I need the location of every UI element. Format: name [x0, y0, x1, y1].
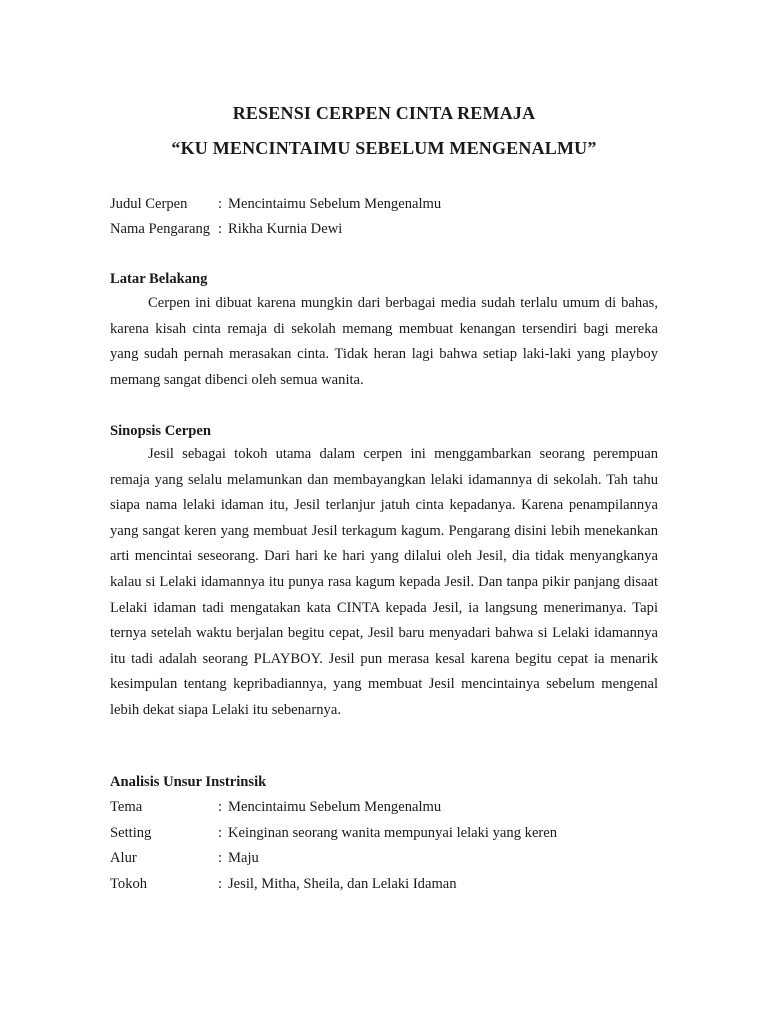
- section-heading-analisis: Analisis Unsur Instrinsik: [110, 774, 267, 790]
- analisis-key: Alur: [110, 850, 137, 866]
- analisis-value: Maju: [228, 850, 259, 866]
- analisis-separator: :: [218, 850, 223, 866]
- info-key: Nama Pengarang: [110, 221, 211, 237]
- analisis-separator: :: [218, 876, 223, 892]
- info-value: Rikha Kurnia Dewi: [228, 221, 343, 237]
- analisis-value: Keinginan seorang wanita mempunyai lelaki yang keren: [228, 825, 558, 841]
- document-subtitle: “KU MENCINTAIMU SEBELUM MENGENALMU”: [171, 138, 597, 158]
- analisis-row-tema: [110, 799, 442, 816]
- analisis-separator: :: [218, 825, 223, 841]
- paragraph-sinopsis: Jesil sebagai tokoh utama dalam cerpen ini menggambarkan seorang perempuan remaja yang selalu melamunkan dan membayangkan lelaki idamannya di sekolah. Tah tahu siapa nama lelaki idaman itu, Jesil terlanjur jatuh cinta kepadanya. Karena penampilannya yang sangat keren yang membuat Jesil terkagum kagum. Pengarang disini lebih menekankan arti mencintai seseorang. Dari hari ke hari yang dilalui oleh Jesil, dia tidak menyangkanya kalau si Lelaki idamannya itu punya rasa kagum kepada Jesil. Dan tanpa pikir panjang disaat Lelaki idaman tadi mengatakan kata CINTA kepada Jesil, ia langsung menerimanya. Tapi ternya setelah waktu berjalan begitu cepat, Jesil baru menyadari bahwa si Lelaki idamannya itu tadi adalah seorang PLAYBOY. Jesil pun merasa kesal karena begitu cepat ia menarik kesimpulan tentang kepribadiannya, yang membuat Jesil mencintainya sebelum mengenal lebih dekat siapa Lelaki itu sebenarnya.: [110, 446, 658, 718]
- info-value: Mencintaimu Sebelum Mengenalmu: [228, 196, 442, 212]
- info-key: Judul Cerpen: [110, 196, 188, 212]
- analisis-key: Tema: [110, 799, 143, 815]
- info-separator: :: [218, 196, 223, 212]
- section-heading-sinopsis: Sinopsis Cerpen: [110, 423, 211, 439]
- info-row-judul: [110, 196, 442, 213]
- info-row-pengarang: [110, 221, 343, 238]
- analisis-row-alur: [110, 850, 259, 867]
- analisis-value: Mencintaimu Sebelum Mengenalmu: [228, 799, 442, 815]
- paragraph-latar: Cerpen ini dibuat karena mungkin dari berbagai media sudah terlalu umum di bahas, karena kisah cinta remaja di sekolah memang membuat kenangan tersendiri bagi mereka yang sudah pernah merasakan cinta. Tidak heran lagi bahwa setiap laki-laki yang playboy memang sangat dibenci oleh semua wanita.: [110, 295, 658, 388]
- analisis-key: Tokoh: [110, 876, 148, 892]
- document-title: RESENSI CERPEN CINTA REMAJA: [232, 103, 536, 123]
- analisis-row-setting: [110, 825, 558, 842]
- section-heading-latar: Latar Belakang: [110, 271, 208, 287]
- analisis-separator: :: [218, 799, 223, 815]
- info-separator: :: [218, 221, 223, 237]
- analisis-value: Jesil, Mitha, Sheila, dan Lelaki Idaman: [228, 876, 457, 892]
- analisis-row-tokoh: [110, 876, 457, 893]
- analisis-key: Setting: [110, 825, 152, 841]
